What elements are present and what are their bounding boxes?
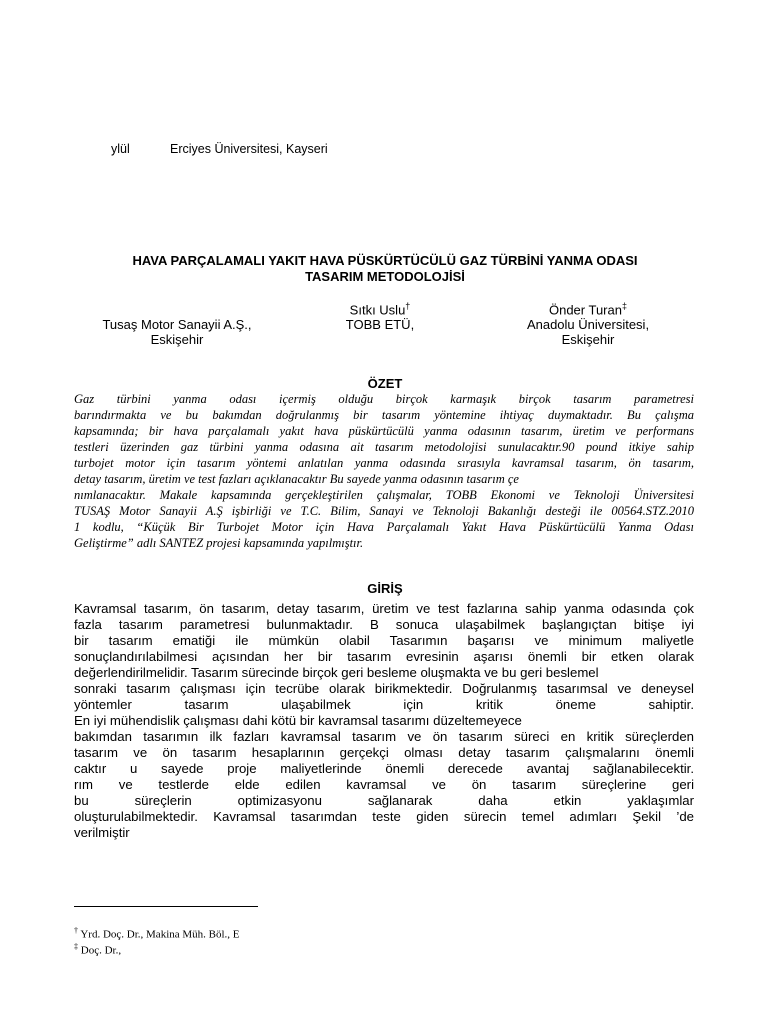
header-affiliation: Erciyes Üniversitesi, Kayseri [170,142,328,156]
intro-line: oluşturulabilmektedir. Kavramsal tasarımdan teste giden sürecin temel adımları Şekil ’de [74,809,694,824]
footnote-2 [74,942,121,957]
author-3-city: Eskişehir [561,332,615,348]
intro-line: En iyi mühendislik çalışması dahi kötü bir kavramsal tasarımı düzeltemeyece [74,713,522,728]
author-1-org: Tusaş Motor Sanayii A.Ş., [102,317,252,332]
footnote-1-mark: † [74,926,78,935]
intro-line: verilmiştir [74,825,130,840]
abstract-line: kapsamında; bir hava parçalamalı yakıt hava püskürtücülü yanma odasının tasarım, üretim ve performans [74,424,694,438]
abstract-line: detay tasarım, üretim ve test fazları açıklanacaktır Bu sayede yanma odasının tasarım çe [74,472,519,486]
footnote-rule [74,906,258,907]
author-1-city: Eskişehir [150,332,204,347]
header-date: ylül [111,142,130,156]
title-line-1: HAVA PARÇALAMALI YAKIT HAVA PÜSKÜRTÜCÜLÜ GAZ TÜRBİNİ YANMA ODASI [132,253,638,268]
author-1 [82,317,272,347]
footnote-2-text: Doç. Dr., [78,944,122,957]
author-3 [498,299,678,347]
intro-line: değerlendirilmelidir. Tasarım sürecinde birçok geri besleme oluşmakta ve bu geri beslemel [74,665,599,680]
author-2-org: TOBB ETÜ, [345,317,415,333]
intro-line: rım ve testlerde elde edilen kavramsal ve ön tasarım süreçlerine geri [74,777,694,792]
intro-line: yöntemler tasarım ulaşabilmek için kritik öneme sahiptir. [74,697,694,712]
intro-heading: GİRİŞ [367,581,403,596]
intro-line: sonuçlandırılabilmesi açısından her bir tasarım evresinin aşarısı önemli bir etken olarak [74,649,694,664]
abstract-heading: ÖZET [367,376,403,391]
intro-line: bir tasarım ematiği ile mümkün olabil Tasarımın başarısı ve minimum maliyetle [74,633,694,648]
paper-title [72,253,698,285]
author-3-mark: ‡ [621,301,627,311]
intro-line: bakımdan tasarımın ilk fazları kavramsal tasarım ve ön tasarım süreci en kritik süreçlerden [74,729,694,744]
intro-line: fazla tasarım parametresi bulunmaktadır. B sonuca ulaşabilmek başlangıçtan bitişe iyi [74,617,694,632]
intro-line: caktır u sayede proje maliyetlerinde önemli derecede avantaj sağlanabilecektir. [74,761,694,776]
title-line-2: TASARIM METODOLOJİSİ [305,269,465,284]
footnote-2-mark: ‡ [74,942,78,951]
abstract-line: barındırmakta ve bu bakımdan doğrulanmış bir tasarım yöntemine ihtiyaç duymaktadır. Bu çalışma [74,408,694,422]
intro-line: bu süreçlerin optimizasyonu sağlanarak daha etkin yaklaşımlar [74,793,694,808]
intro-line: tasarım ve ön tasarım hesaplarının gerçekçi olması detay tasarım çalışmalarını önemli [74,745,694,760]
footnote-1 [74,926,240,941]
author-2-mark: † [405,301,411,311]
author-2 [300,299,460,332]
intro-line: Kavramsal tasarım, ön tasarım, detay tasarım, üretim ve test fazlarına sahip yanma odasında çok [74,601,694,616]
abstract-line: testleri üzerinden gaz türbini yanma odasına ait tasarım metodolojisi sunulacaktır.90 pound itkiye sahip [74,440,694,454]
footnote-1-text: Yrd. Doç. Dr., Makina Müh. Böl., E [78,928,240,941]
abstract-line: TUSAŞ Motor Sanayii A.Ş işbirliği ve T.C. Bilim, Sanayi ve Teknoloji Bakanlığı desteği ile 00564.STZ.2010 [74,504,694,518]
abstract-line: turbojet motor için tasarım yöntemi anlatılan yanma odasında sırasıyla kavramsal tasarım, ön tasarım, [74,456,694,470]
author-2-name: Sıtkı Uslu [349,302,406,318]
intro-line: sonraki tasarım çalışması için tecrübe olarak birikmektedir. Doğrulanmış tasarımsal ve deneysel [74,681,694,696]
author-3-name: Önder Turan [548,302,622,318]
abstract-line: 1 kodlu, “Küçük Bir Turbojet Motor için Hava Parçalamalı Yakıt Hava Püskürtücülü Yanma Odası [74,520,694,534]
abstract-line: Gaz türbini yanma odası içermiş olduğu birçok karmaşık birçok tasarım parametresi [74,392,694,406]
abstract-line: nımlanacaktır. Makale kapsamında gerçekleştirilen çalışmalar, TOBB Ekonomi ve Teknoloji Üniversitesi [74,488,694,502]
abstract-line: Geliştirme” adlı SANTEZ projesi kapsamında yapılmıştır. [74,536,364,550]
author-3-org: Anadolu Üniversitesi, [526,317,650,333]
